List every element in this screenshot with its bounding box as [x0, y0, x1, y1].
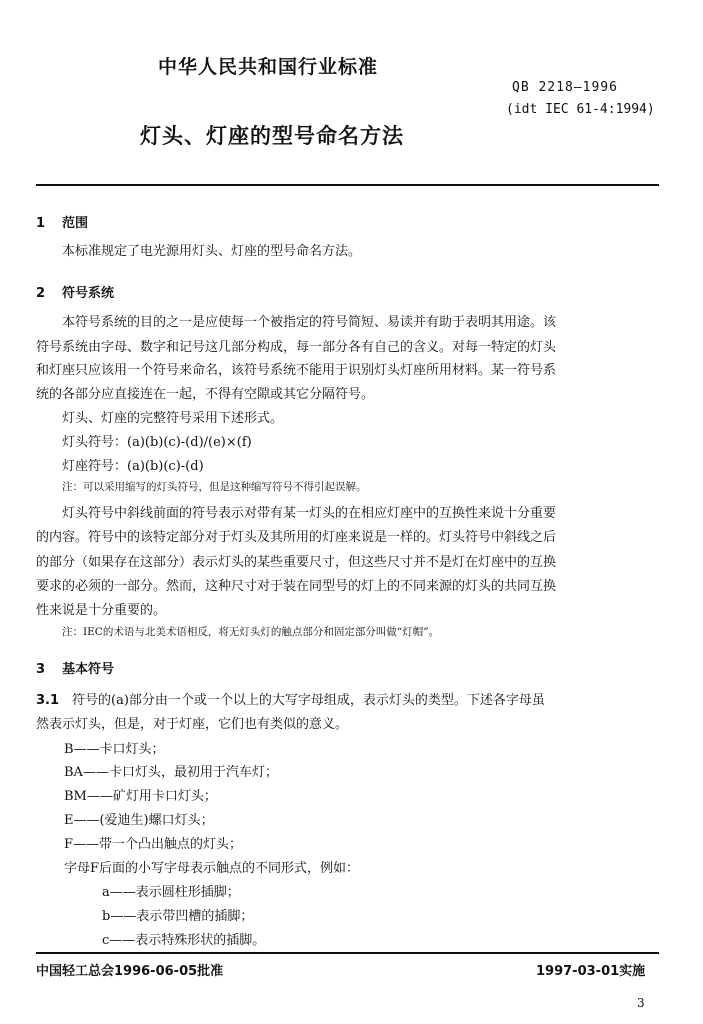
- section-2-p1-line3: 和灯座只应该用一个符号来命名，该符号系统不能用于识别灯头灯座所用材料。某一符号系: [36, 363, 557, 378]
- section-2-p3-line1: 灯头符号中斜线前面的符号表示对带有某一灯头的在相应灯座中的互换性来说十分重要: [62, 506, 557, 521]
- clause-3-1-line1: [36, 689, 545, 708]
- identical-standard-ref: (idt IEC 61-4:1994): [506, 102, 655, 117]
- section-2-heading: [36, 282, 114, 301]
- sub-list-item: a——表示圆柱形插脚；: [102, 885, 240, 900]
- sub-list-item: b——表示带凹槽的插脚；: [102, 909, 254, 924]
- sub-list-item: c——表示特殊形状的插脚。: [102, 933, 266, 948]
- section-1-heading: [36, 212, 88, 231]
- note-2: 注：IEC的术语与北美术语相反，将无灯头灯的触点部分和固定部分叫做“灯帽”。: [62, 626, 440, 638]
- clause-3-1-text: 符号的(a)部分由一个或一个以上的大写字母组成，表示灯头的类型。下述各字母虽: [72, 693, 545, 708]
- footer-divider: [36, 952, 659, 954]
- section-1-number: 1: [36, 216, 46, 231]
- approval-line: 中国轻工总会1996-06-05批准: [36, 964, 224, 979]
- page-number: 3: [637, 996, 645, 1010]
- section-2-p1-line2: 符号系统由字母、数字和记号这几部分构成，每一部分各有自己的含义。对每一特定的灯头: [36, 340, 557, 355]
- section-2-p3-line2: 的内容。符号中的该特定部分对于灯头及其所用的灯座来说是一样的。灯头符号中斜线之后: [36, 530, 557, 545]
- section-2-title: 符号系统: [62, 286, 115, 301]
- list-item: E——(爱迪生)螺口灯头；: [64, 813, 214, 828]
- holder-symbol-form: 灯座符号：(a)(b)(c)-(d): [62, 459, 204, 474]
- section-2-p3-line5: 性来说是十分重要的。: [36, 603, 167, 618]
- f-contact-intro: 字母F后面的小写字母表示触点的不同形式，例如：: [64, 861, 360, 876]
- section-2-p1-line1: 本符号系统的目的之一是应使每一个被指定的符号简短、易读并有助于表明其用途。该: [62, 315, 557, 330]
- clause-3-1-line2: 然表示灯头，但是，对于灯座，它们也有类似的意义。: [36, 717, 349, 732]
- document-title: 灯头、灯座的型号命名方法: [140, 124, 404, 148]
- section-3-title: 基本符号: [62, 662, 115, 677]
- list-item: BM——矿灯用卡口灯头；: [64, 789, 217, 804]
- cap-symbol-form: 灯头符号：(a)(b)(c)-(d)/(e)×(f): [62, 435, 252, 450]
- section-2-p1-line4: 统的各部分应直接连在一起，不得有空隙或其它分隔符号。: [36, 387, 375, 402]
- list-item: BA——卡口灯头，最初用于汽车灯；: [64, 765, 278, 780]
- section-2-p3-line4: 要求的必须的一部分。然而，这种尺寸对于装在同型号的灯上的不同来源的灯头的共同互换: [36, 579, 557, 594]
- issuing-body-title: 中华人民共和国行业标准: [158, 56, 379, 78]
- section-2-p3-line3: 的部分（如果存在这部分）表示灯头的某些重要尺寸，但这些尺寸并不是灯在灯座中的互换: [36, 555, 557, 570]
- effective-date-line: 1997-03-01实施: [536, 964, 646, 979]
- section-2-number: 2: [36, 286, 46, 301]
- section-1-body: 本标准规定了电光源用灯头、灯座的型号命名方法。: [62, 244, 362, 259]
- clause-3-1-number: 3.1: [36, 693, 60, 708]
- section-1-title: 范围: [62, 216, 89, 231]
- section-2-p2: 灯头、灯座的完整符号采用下述形式。: [62, 411, 284, 426]
- note-1: 注：可以采用缩写的灯头符号，但是这种缩写符号不得引起误解。: [62, 481, 367, 493]
- section-3-heading: [36, 658, 114, 677]
- standard-code: QB 2218—1996: [512, 80, 618, 95]
- list-item: B——卡口灯头；: [64, 742, 165, 757]
- header-divider: [36, 184, 659, 186]
- list-item: F——带一个凸出触点的灯头；: [64, 837, 243, 852]
- section-3-number: 3: [36, 662, 46, 677]
